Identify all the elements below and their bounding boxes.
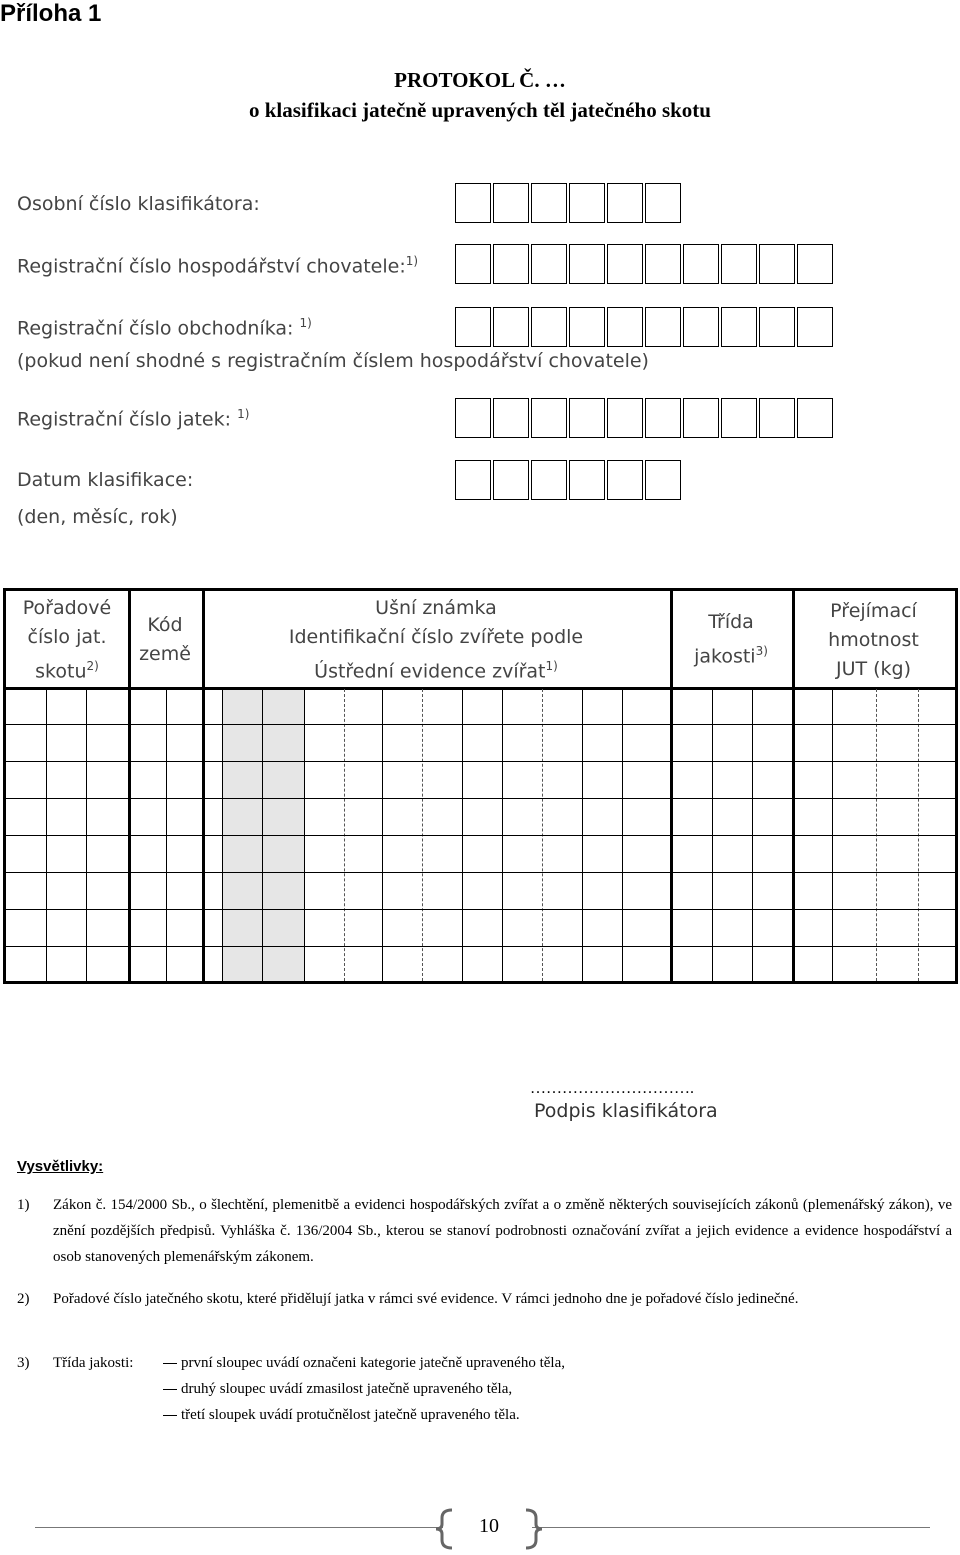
footer-rule-left: [35, 1527, 443, 1528]
label-slaughterhouse-number: Registrační číslo jatek: $^{1)}$: [17, 407, 250, 431]
protocol-title: PROTOKOL Č. …: [394, 68, 566, 92]
header-quality-class: Třída jakosti$^{3)}$: [694, 611, 768, 668]
label-date-format: (den, měsíc, rok): [17, 506, 178, 528]
footer-rule-right: [532, 1527, 930, 1528]
personal-number-boxes[interactable]: [455, 183, 683, 223]
label-trader-number: Registrační číslo obchodníka: $^{1)}$: [17, 316, 312, 340]
header-weight: Přejímací hmotnost JUT (kg): [828, 599, 919, 680]
header-country-code: Kód země: [139, 614, 191, 665]
note-2: 2) Pořadové číslo jatečného skotu, které přidělují jatka v rámci své evidence. V rámci jednoho dne je pořadové číslo jedinečné.: [17, 1291, 799, 1307]
notes-title: Vysvětlivky:: [17, 1158, 104, 1175]
label-classification-date: Datum klasifikace:: [17, 469, 194, 491]
page-number: 10: [479, 1515, 499, 1537]
signature-line: ………………………….: [530, 1080, 694, 1097]
label-breeder-number: Registrační číslo hospodářství chovatele:$^{1)}$: [17, 254, 419, 278]
label-trader-note: (pokud není shodné s registračním číslem hospodářství chovatele): [17, 350, 649, 372]
appendix-heading: Příloha 1: [0, 0, 102, 27]
note-3: 3) Třída jakosti: první sloupec uvádí označeni kategorie jatečně upraveného těla, druhý sloupec uvádí zmasilost jatečně upraveného těla, třetí sloupek uvádí protučnělost jatečně upraveného těla.: [17, 1355, 565, 1423]
header-ear-tag: Ušní známka Identifikační číslo zvířete podle Ústřední evidence zvířat$^{1)}$: [288, 596, 584, 683]
header-order-number: Pořadové číslo jat. skotu$^{2)}$: [22, 596, 112, 683]
classification-table: [3, 588, 958, 984]
trader-number-boxes[interactable]: [455, 307, 835, 347]
date-boxes[interactable]: [455, 460, 683, 500]
label-personal-number: Osobní číslo klasifikátora:: [17, 193, 260, 215]
protocol-subtitle: o klasifikaci jatečně upravených těl jatečného skotu: [249, 98, 711, 122]
note-1: 1) Zákon č. 154/2000 Sb., o šlechtění, plemenitbě a evidenci hospodářských zvířat a o změně některých souvisejících zákonů (plemenářský zákon), ve znění pozdějších předpisů. Vyhláška č. 136/2004 Sb., kterou se stanoví podrobnosti označování zvířat a jejich evidence a evidence hospodářství a osob stanovených plemenářským zákonem.: [17, 1197, 952, 1265]
signature-label: Podpis klasifikátora: [534, 1100, 718, 1122]
breeder-number-boxes[interactable]: [455, 244, 835, 284]
slaughterhouse-number-boxes[interactable]: [455, 398, 835, 438]
